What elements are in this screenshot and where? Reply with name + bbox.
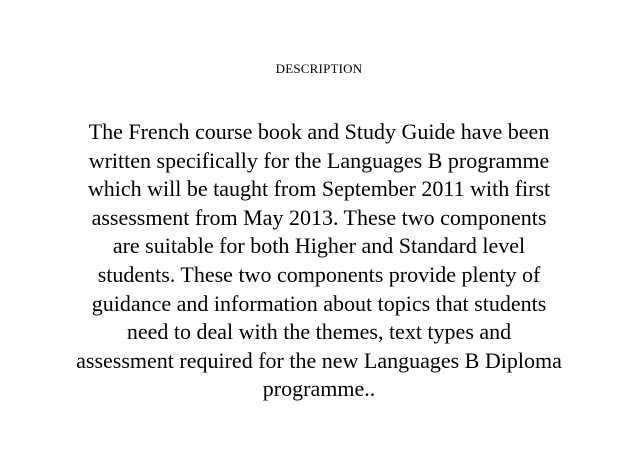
- description-line: need to deal with the themes, text types and: [126, 319, 512, 345]
- description-line: written specifically for the Languages B programme: [88, 147, 550, 173]
- description-line: guidance and information about topics that students: [91, 290, 547, 316]
- description-line: programme..: [262, 376, 376, 402]
- description-line: students. These two components provide plenty of: [97, 261, 541, 287]
- description-line: assessment required for the new Languages B Diploma: [76, 347, 562, 373]
- description-line: The French course book and Study Guide have been: [88, 119, 550, 144]
- description-line: which will be taught from September 2011 with first: [87, 176, 551, 202]
- description-paragraph: [8, 118, 630, 404]
- section-heading: DESCRIPTION: [275, 61, 363, 76]
- description-line: assessment from May 2013. These two components: [91, 204, 547, 230]
- description-line: are suitable for both Higher and Standard level: [112, 233, 526, 259]
